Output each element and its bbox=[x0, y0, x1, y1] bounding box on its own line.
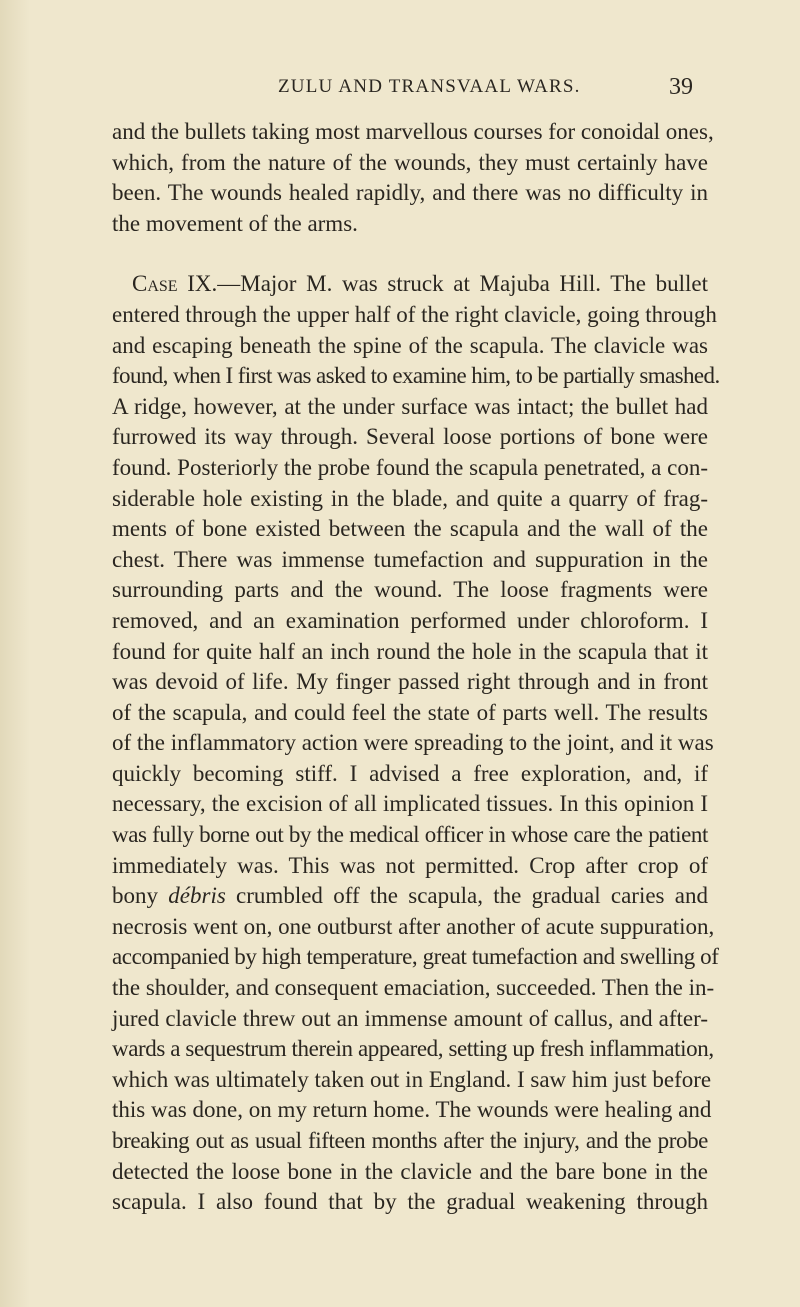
text-line bbox=[112, 269, 708, 300]
text-line: found. Posteriorly the probe found the scapula penetrated, a con- bbox=[112, 454, 708, 480]
text-line: which was ultimately taken out in England. I saw him just before bbox=[112, 1066, 712, 1092]
debris-word: débris bbox=[168, 883, 226, 909]
text-line: ments of bone existed between the scapula and the wall of the bbox=[112, 516, 708, 542]
text-line: the movement of the arms. bbox=[112, 210, 358, 236]
text-line: accompanied by high temperature, great tumefaction and swelling of bbox=[112, 944, 719, 970]
text-line: found, when I first was asked to examine him, to be partially smashed. bbox=[112, 363, 720, 389]
text-line: A ridge, however, at the under surface was intact; the bullet had bbox=[112, 393, 708, 419]
text-line: been. The wounds healed rapidly, and there was no difficulty in bbox=[112, 180, 708, 206]
page-header bbox=[0, 76, 800, 106]
case-first-line: —Major M. was struck at Majuba Hill. The bullet bbox=[217, 271, 708, 297]
text-line: necrosis went on, one outburst after another of acute suppuration, bbox=[112, 913, 715, 939]
text-line: was fully borne out by the medical officer in whose care the patient bbox=[112, 822, 708, 848]
text-line: immediately was. This was not permitted. Crop after crop of bbox=[112, 852, 708, 878]
text-line: breaking out as usual fifteen months after the injury, and the probe bbox=[112, 1128, 708, 1153]
text-line: wards a sequestrum therein appeared, setting up fresh inflammation, bbox=[112, 1036, 714, 1062]
text-line: entered through the upper half of the right clavicle, going through bbox=[112, 301, 717, 327]
running-head: ZULU AND TRANSVAAL WARS. bbox=[278, 76, 581, 97]
page-number: 39 bbox=[669, 74, 693, 100]
text-line: removed, and an examination performed under chloroform. I bbox=[112, 607, 708, 633]
debris-line-end: crumbled off the scapula, the gradual caries and bbox=[225, 883, 708, 909]
text-line: and the bullets taking most marvellous courses for conoidal ones, bbox=[112, 119, 714, 144]
text-line: scapula. I also found that by the gradual weakening through bbox=[112, 1189, 708, 1215]
text-line: detected the loose bone in the clavicle and the bare bone in the bbox=[112, 1158, 708, 1184]
text-line: and escaping beneath the spine of the scapula. The clavicle was bbox=[112, 332, 708, 358]
text-line: the shoulder, and consequent emaciation, succeeded. Then the in- bbox=[112, 975, 715, 1001]
text-line: surrounding parts and the wound. The loose fragments were bbox=[112, 577, 708, 603]
text-line: jured clavicle threw out an immense amount of callus, and after- bbox=[112, 1005, 708, 1031]
text-line: chest. There was immense tumefaction and suppuration in the bbox=[112, 546, 708, 572]
text-line: quickly becoming stiff. I advised a free exploration, and, if bbox=[112, 760, 708, 786]
text-line: of the inflammatory action were spreading to the joint, and it was bbox=[112, 730, 714, 756]
debris-line-start: bony bbox=[112, 883, 169, 909]
case-label: Case IX. bbox=[132, 271, 218, 297]
text-line: siderable hole existing in the blade, and quite a quarry of frag- bbox=[112, 485, 708, 511]
case-paragraph bbox=[112, 269, 720, 1217]
text-line: necessary, the excision of all implicated tissues. In this opinion I bbox=[112, 791, 708, 817]
body-text bbox=[112, 117, 720, 1218]
text-line bbox=[112, 881, 708, 912]
paragraph-gap bbox=[112, 239, 708, 269]
text-line: this was done, on my return home. The wounds were healing and bbox=[112, 1097, 712, 1123]
text-line: was devoid of life. My finger passed right through and in front bbox=[112, 669, 708, 695]
text-line: furrowed its way through. Several loose portions of bone were bbox=[112, 424, 708, 450]
paragraph-continuation bbox=[112, 117, 714, 239]
text-line: of the scapula, and could feel the state of parts well. The results bbox=[112, 699, 708, 725]
text-line: found for quite half an inch round the hole in the scapula that it bbox=[112, 638, 708, 664]
text-line: which, from the nature of the wounds, they must certainly have bbox=[112, 149, 708, 175]
